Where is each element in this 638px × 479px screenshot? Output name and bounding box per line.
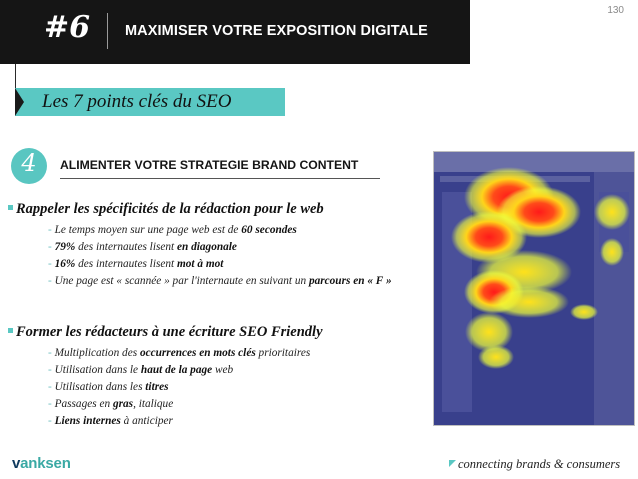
list-item: - Une page est « scannée » par l'internaute en suivant un parcours en « F » <box>48 275 392 287</box>
square-bullet-icon <box>8 328 13 333</box>
vanksen-logo: vanksen <box>12 455 71 472</box>
section-number: 4 <box>21 149 37 177</box>
list-item: - 16% des internautes lisent mot à mot <box>48 258 224 270</box>
corner-triangle-icon <box>449 460 456 467</box>
section-title: ALIMENTER VOTRE STRATEGIE BRAND CONTENT <box>60 158 359 172</box>
page-number: 130 <box>607 5 624 16</box>
square-bullet-icon <box>8 205 13 210</box>
chapter-number: #6 <box>44 10 91 45</box>
subtitle-banner <box>15 88 285 116</box>
tagline: connecting brands & consumers <box>458 457 620 472</box>
list-item: - Utilisation dans le haut de la page web <box>48 364 234 376</box>
header-divider <box>107 13 108 49</box>
list-item: - Passages en gras, italique <box>48 398 174 410</box>
subtitle-text: Les 7 points clés du SEO <box>42 91 232 112</box>
chevron-right-icon <box>15 88 24 116</box>
section-underline <box>60 178 380 179</box>
bullet-heading-2: Former les rédacteurs à une écriture SEO Friendly <box>8 324 323 341</box>
list-item: - Liens internes à anticiper <box>48 415 173 427</box>
list-item: - 79% des internautes lisent en diagonale <box>48 241 237 253</box>
list-item: - Multiplication des occurrences en mots clés prioritaires <box>48 347 311 359</box>
header-bar <box>0 0 470 64</box>
list-item: - Utilisation dans les titres <box>48 381 169 393</box>
heatmap-graphic <box>434 152 634 425</box>
list-item: - Le temps moyen sur une page web est de 60 secondes <box>48 224 297 236</box>
chapter-title: MAXIMISER VOTRE EXPOSITION DIGITALE <box>125 23 428 39</box>
eye-tracking-heatmap-image <box>433 151 635 426</box>
bullet-heading-1: Rappeler les spécificités de la rédaction pour le web <box>8 201 324 218</box>
section-number-badge <box>11 148 47 184</box>
